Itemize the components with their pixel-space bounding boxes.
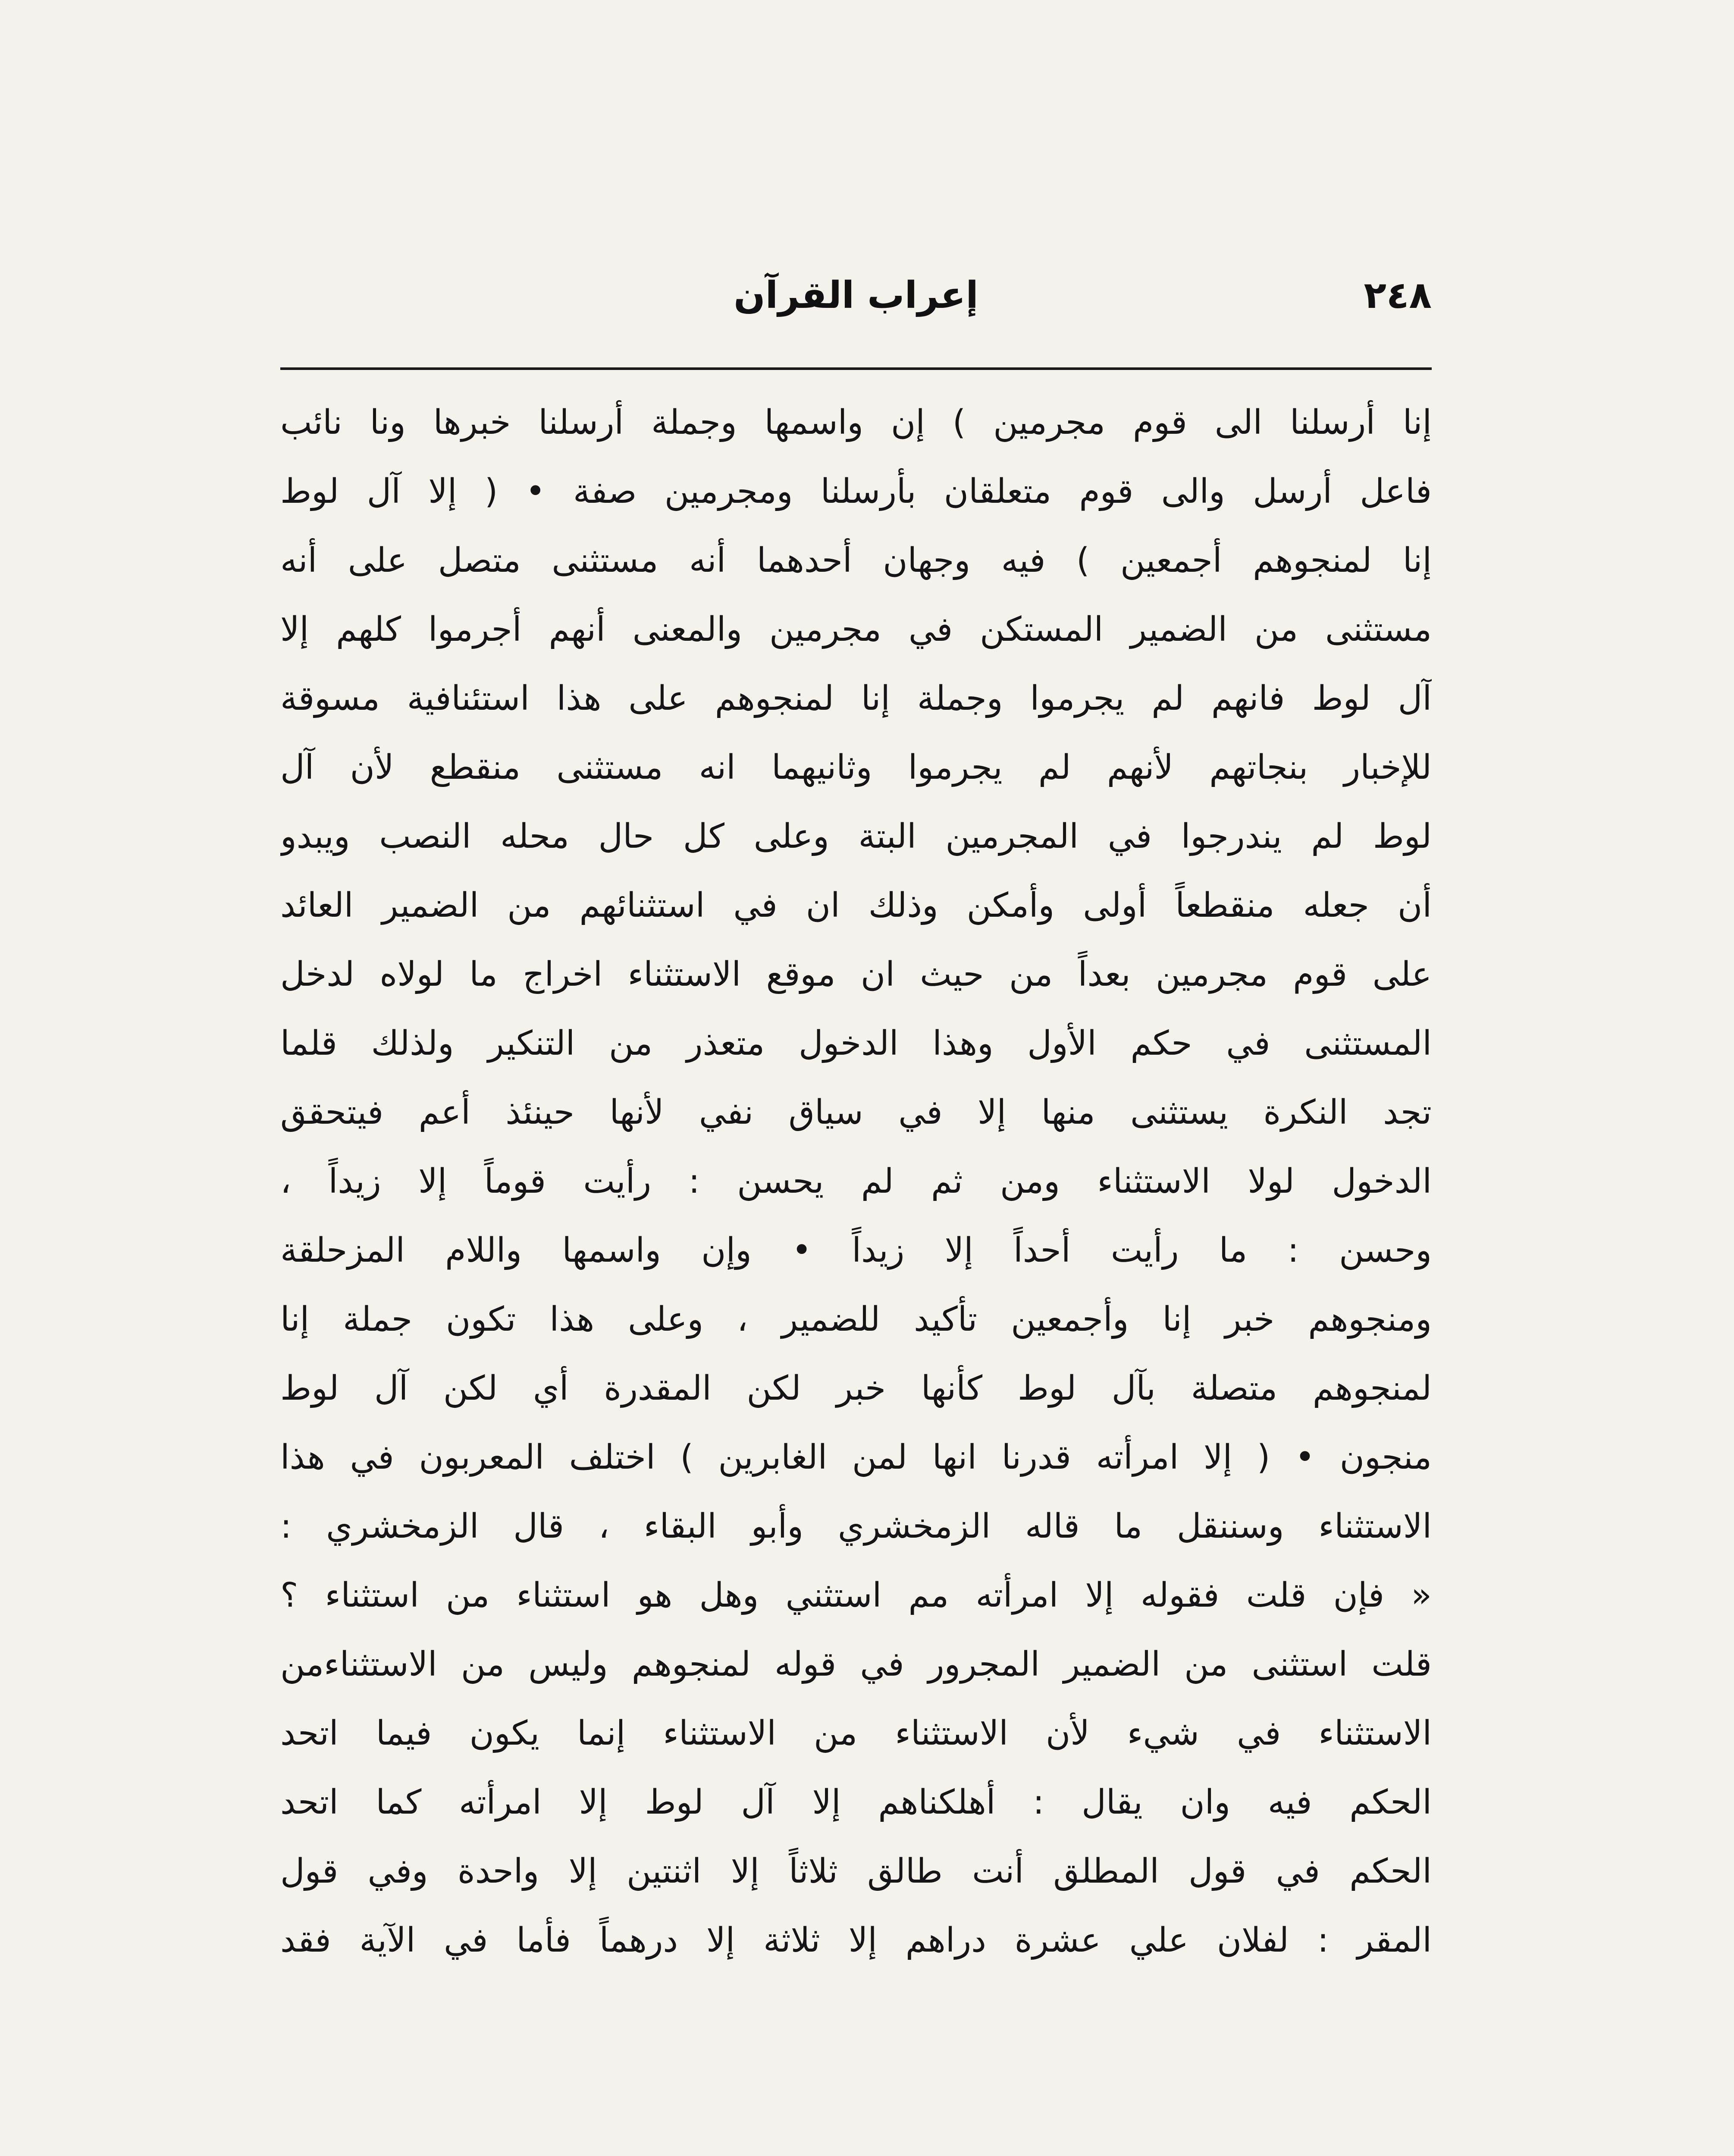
text-line: أن جعله منقطعاً أولى وأمكن وذلك ان في استثنائهم من الضمير العائد — [280, 886, 1432, 925]
text-line: إنا أرسلنا الى قوم مجرمين ) إن واسمها وجملة أرسلنا خبرها ونا نائب — [280, 403, 1432, 442]
text-line: تجد النكرة يستثنى منها إلا في سياق نفي لأنها حينئذ أعم فيتحقق — [280, 1093, 1432, 1132]
text-line: الاستثناء وسننقل ما قاله الزمخشري وأبو البقاء ، قال الزمخشري : — [280, 1507, 1432, 1546]
text-line: المقر : لفلان علي عشرة دراهم إلا ثلاثة إلا درهماً فأما في الآية فقد — [280, 1921, 1432, 1960]
text-line: المستثنى في حكم الأول وهذا الدخول متعذر من التنكير ولذلك قلما — [280, 1024, 1432, 1063]
text-line: على قوم مجرمين بعداً من حيث ان موقع الاستثناء اخراج ما لولاه لدخل — [280, 955, 1432, 994]
page-header — [280, 263, 1432, 345]
header-divider — [280, 367, 1432, 370]
text-line: لمنجوهم متصلة بآل لوط كأنها خبر لكن المقدرة أي لكن آل لوط — [280, 1369, 1432, 1408]
text-line: للإخبار بنجاتهم لأنهم لم يجرموا وثانيهما انه مستثنى منقطع لأن آل — [280, 748, 1432, 787]
text-line: ومنجوهم خبر إنا وأجمعين تأكيد للضمير ، وعلى هذا تكون جملة إنا — [280, 1300, 1432, 1339]
running-title: إعراب القرآن — [734, 274, 978, 317]
text-line: « فإن قلت فقوله إلا امرأته مم استثني وهل هو استثناء من استثناء ؟ — [280, 1576, 1432, 1615]
text-line: وحسن : ما رأيت أحداً إلا زيداً • وإن واسمها واللام المزحلقة — [280, 1231, 1432, 1270]
text-line: الدخول لولا الاستثناء ومن ثم لم يحسن : رأيت قوماً إلا زيداً ، — [280, 1162, 1432, 1201]
text-line: إنا لمنجوهم أجمعين ) فيه وجهان أحدهما أنه مستثنى متصل على أنه — [280, 541, 1432, 580]
text-line: مستثنى من الضمير المستكن في مجرمين والمعنى أنهم أجرموا كلهم إلا — [280, 610, 1432, 649]
page-number: ٢٤٨ — [1364, 274, 1432, 317]
text-line: الاستثناء في شيء لأن الاستثناء من الاستثناء إنما يكون فيما اتحد — [280, 1714, 1432, 1753]
text-line: الحكم فيه وان يقال : أهلكناهم إلا آل لوط إلا امرأته كما اتحد — [280, 1783, 1432, 1822]
text-line: قلت استثنى من الضمير المجرور في قوله لمنجوهم وليس من الاستثناءمن — [280, 1645, 1432, 1684]
text-line: آل لوط فانهم لم يجرموا وجملة إنا لمنجوهم على هذا استئنافية مسوقة — [280, 679, 1432, 718]
text-line: فاعل أرسل والى قوم متعلقان بأرسلنا ومجرمين صفة • ( إلا آل لوط — [280, 472, 1432, 511]
body-text — [280, 388, 1432, 1975]
text-line: الحكم في قول المطلق أنت طالق ثلاثاً إلا اثنتين إلا واحدة وفي قول — [280, 1852, 1432, 1891]
text-line: منجون • ( إلا امرأته قدرنا انها لمن الغابرين ) اختلف المعربون في هذا — [280, 1438, 1432, 1477]
text-line: لوط لم يندرجوا في المجرمين البتة وعلى كل حال محله النصب ويبدو — [280, 817, 1432, 856]
